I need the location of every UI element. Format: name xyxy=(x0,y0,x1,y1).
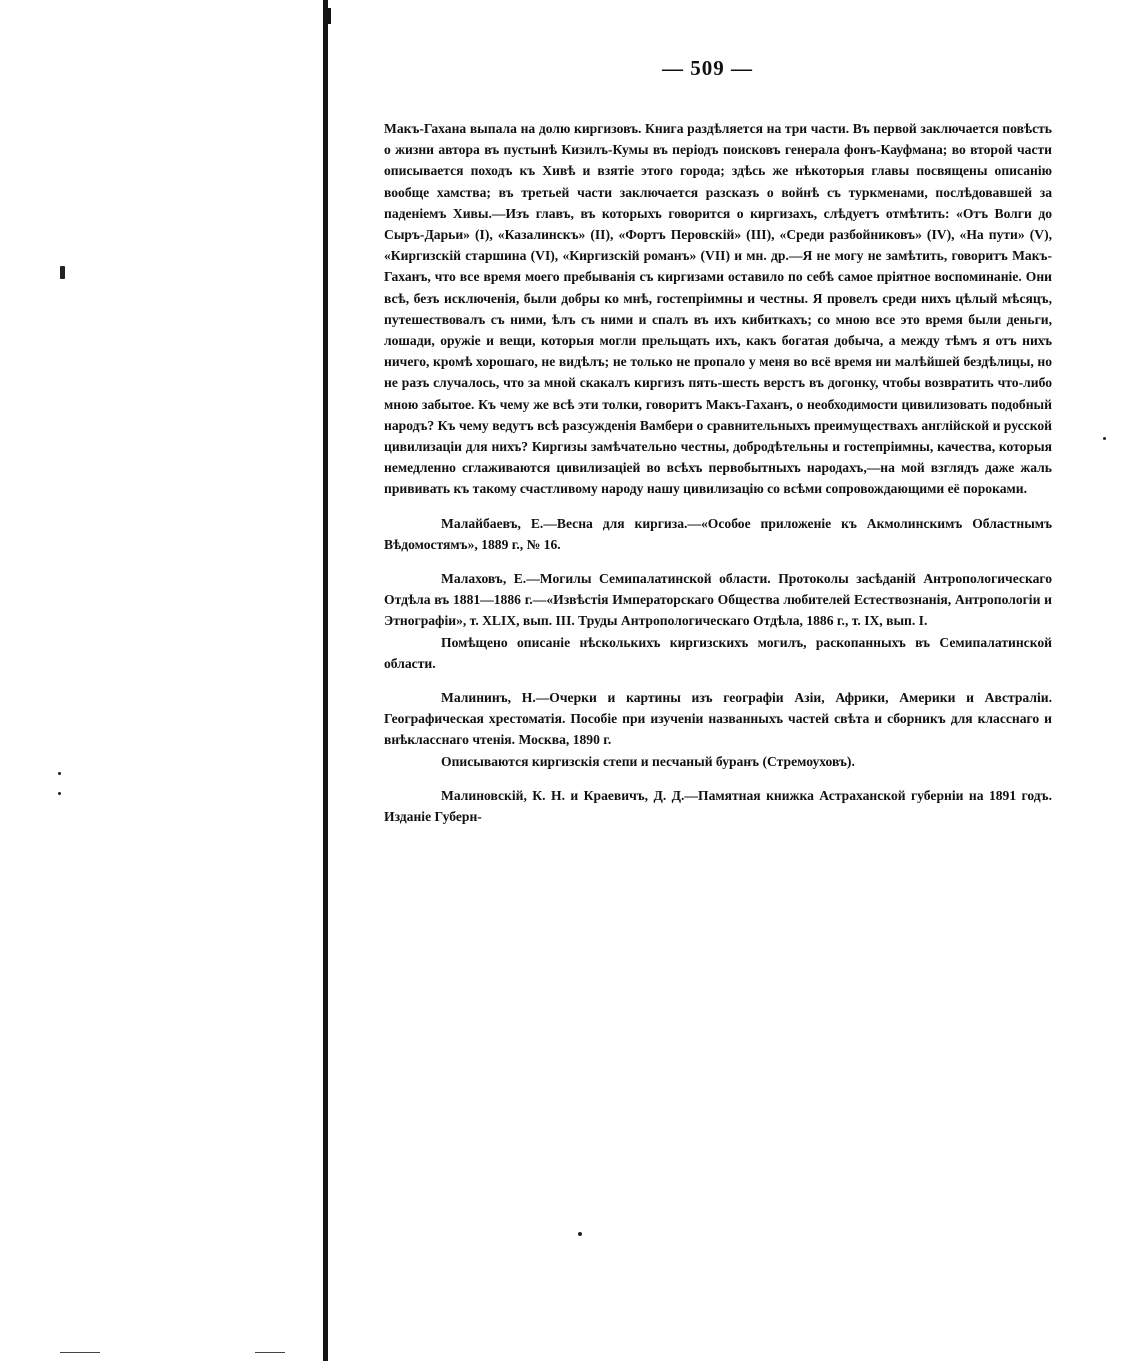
binding-rule xyxy=(323,0,328,1361)
margin-speck xyxy=(58,772,61,775)
bibliography-entry xyxy=(384,687,1052,772)
bibliography-entry xyxy=(384,513,1052,555)
scan-edge-line xyxy=(255,1352,285,1353)
margin-speck xyxy=(60,266,65,279)
margin-speck xyxy=(578,1232,582,1236)
binding-tick xyxy=(328,8,331,24)
bibliography-entry xyxy=(384,785,1052,827)
entry-citation: Малаховъ, Е.—Могилы Семипалатинской области. Протоколы засѣданій Антропологическаго Отдѣла въ 1881—1886 г.—«Извѣстія Императорскаго Общества любителей Естествознанія, Антропологіи и Этнографіи», т. XLIX, вып. III. Труды Антропологическаго Отдѣла, 1886 г., т. IX, вып. I. xyxy=(384,571,1052,629)
entry-annotation: Помѣщено описаніе нѣсколькихъ киргизскихъ могилъ, раскопанныхъ въ Семипалатинской области. xyxy=(384,634,1052,671)
margin-speck xyxy=(58,792,61,795)
bibliography-entry xyxy=(384,568,1052,674)
entry-citation: Малиновскій, К. Н. и Краевичъ, Д. Д.—Памятная книжка Астраханской губерніи на 1891 годъ. Изданіе Губерн- xyxy=(384,787,1052,825)
margin-speck xyxy=(1103,437,1106,440)
entry-citation: Малайбаевъ, Е.—Весна для киргиза.—«Особое приложеніе къ Акмолинскимъ Областнымъ Вѣдомостямъ», 1889 г., № 16. xyxy=(384,515,1052,552)
text-column xyxy=(384,118,1052,827)
entry-annotation: Описываются киргизскія степи и песчаный буранъ (Стремоуховъ). xyxy=(441,753,855,769)
page-number: — 509 — xyxy=(662,56,753,80)
scan-edge-line xyxy=(60,1352,100,1353)
intro-paragraph: Макъ-Гахана выпала на долю киргизовъ. Книга раздѣляется на три части. Въ первой заключается повѣсть о жизни автора въ пустынѣ Кизилъ-Кумы въ періодъ поисковъ генерала фонъ-Кауфмана; во второй части описывается походъ къ Хивѣ и взятіе этого города; здѣсь же нѣкоторыя главы посвящены описанію вообще хамства; въ третьей части заключается разсказъ о войнѣ съ туркменами, послѣдовавшей за паденіемъ Хивы.—Изъ главъ, въ которыхъ говорится о киргизахъ, слѣдуетъ отмѣтить: «Отъ Волги до Сыръ-Дарьи» (I), «Казалинскъ» (II), «Фортъ Перовскій» (III), «Среди разбойниковъ» (IV), «На пути» (V), «Киргизскій старшина (VI), «Киргизскій романъ» (VII) и мн. др.—Я не могу не замѣтить, говоритъ Макъ-Гаханъ, что все время моего пребыванія съ киргизами оставило по себѣ самое пріятное воспоминаніе. Они всѣ, безъ исключенія, были добры ко мнѣ, гостепріимны и честны. Я провелъ среди нихъ цѣлый мѣсяцъ, путешествовалъ съ ними, ѣлъ съ ними и спалъ въ ихъ кибиткахъ; со мною все это время были деньги, лошади, оружіе и вещи, которыя могли прельщать ихъ, какъ богатая добыча, а между тѣмъ я отъ нихъ ничего, кромѣ хорошаго, не видѣлъ; не только не пропало у меня во всё время ни малѣйшей бездѣлицы, но не разъ случалось, что за мной скакалъ киргизъ пять-шесть верстъ въ догонку, чтобы возвратить что-либо мною забытое. Къ чему же всѣ эти толки, говоритъ Макъ-Гаханъ, о необходимости цивилизовать подобный народъ? Къ чему ведутъ всѣ разсужденія Вамбери о сравнительныхъ преимуществахъ англійской и русской цивилизаціи для нихъ? Киргизы замѣчательно честны, добродѣтельны и гостепріимны, качества, которыя немедленно сглаживаются цивилизаціей во всѣхъ первобытныхъ народахъ,—на мой взглядъ даже жаль прививать къ такому счастливому народу нашу цивилизацію со всѣми сопровождающими её пороками. xyxy=(384,121,1052,497)
entry-citation: Малининъ, Н.—Очерки и картины изъ географіи Азіи, Африки, Америки и Австраліи. Географическая хрестоматія. Пособіе при изученіи названныхъ частей свѣта и сборникъ для класснаго и внѣкласснаго чтенія. Москва, 1890 г. xyxy=(384,690,1052,748)
